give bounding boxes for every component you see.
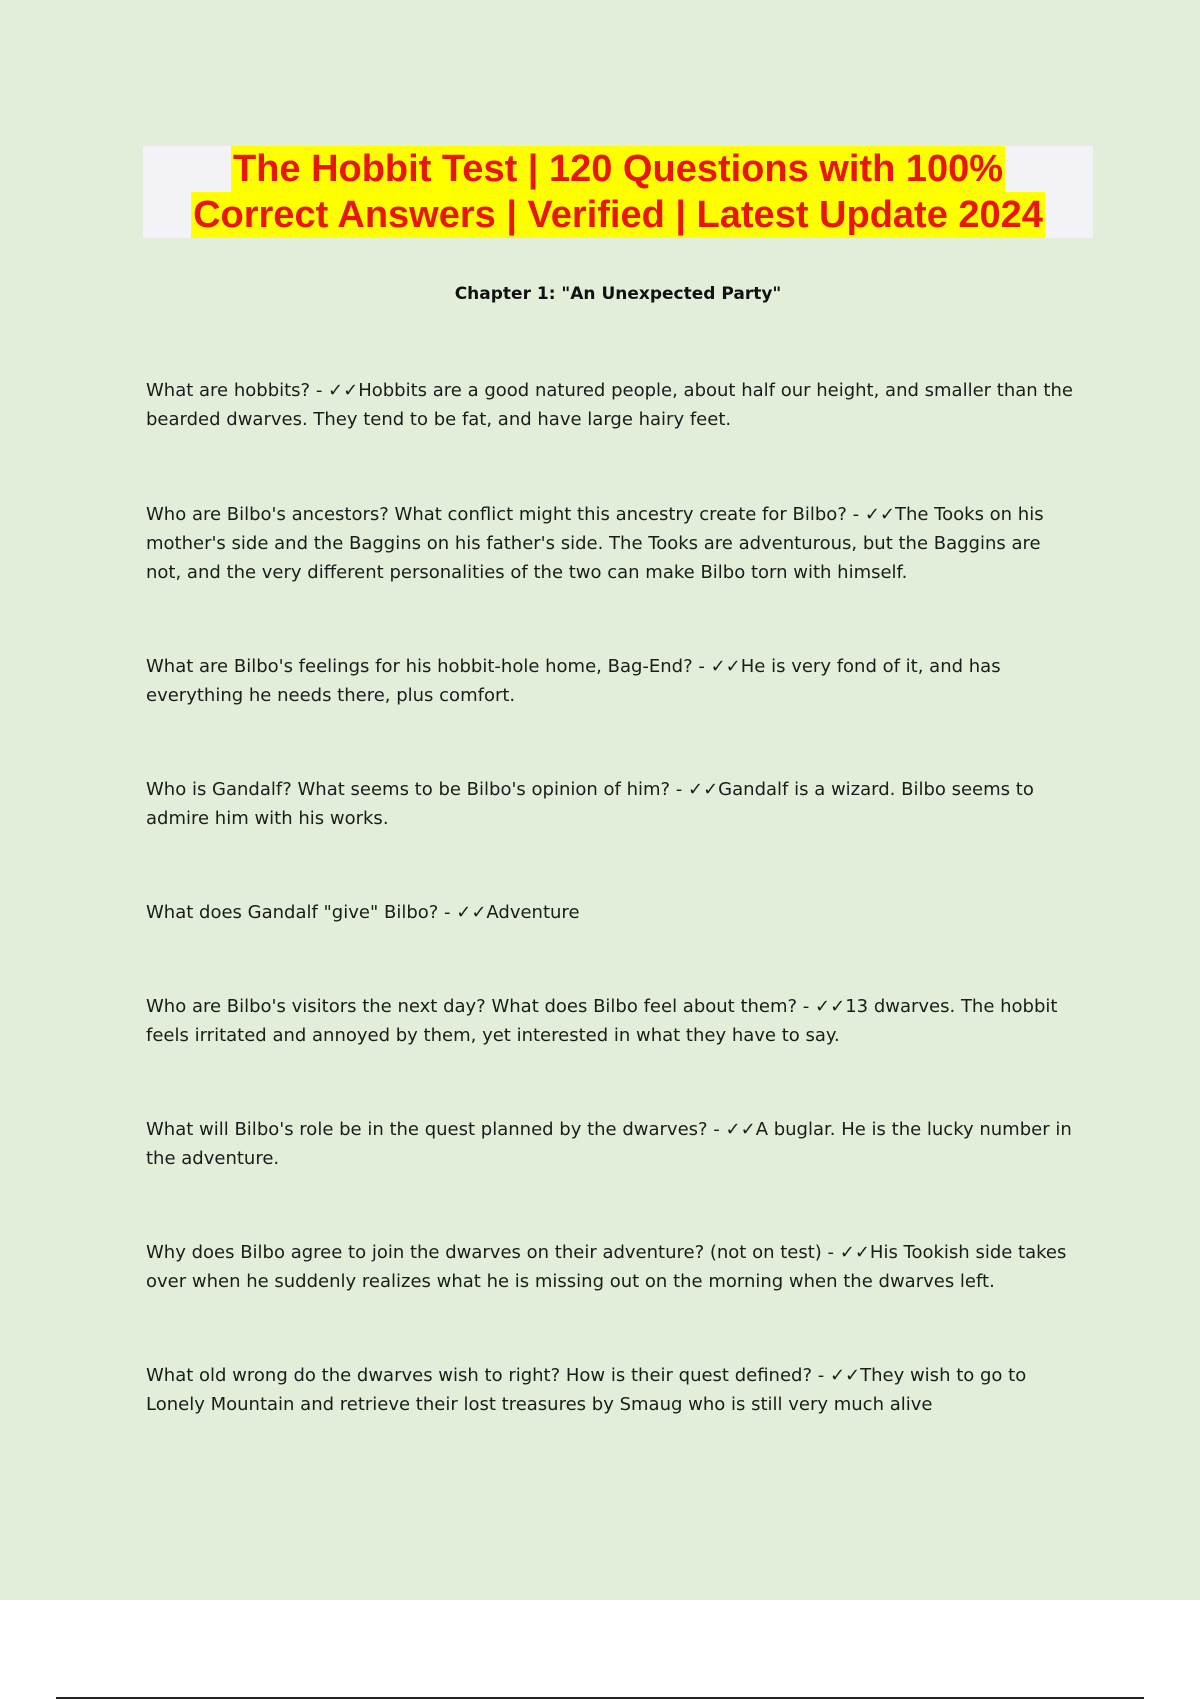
footer-rule <box>56 1697 1144 1699</box>
qa-item: What old wrong do the dwarves wish to right? How is their quest defined? - ✓✓They wish to go to Lonely Mountain and retrieve their lost treasures by Smaug who is still very much alive <box>146 1365 1027 1415</box>
qa-item: Why does Bilbo agree to join the dwarves on their adventure? (not on test) - ✓✓His Tookish side takes over when he suddenly realizes what he is missing out on the morning when the dwarves left. <box>146 1242 1067 1292</box>
qa-item: Who are Bilbo's ancestors? What conflict might this ancestry create for Bilbo? - ✓✓The Tooks on his mother's side and the Baggins on his father's side. The Tooks are adventurous, but the Baggins are not, and the very different personalities of the two can make Bilbo torn with himself. <box>146 504 1044 583</box>
qa-item: What are hobbits? - ✓✓Hobbits are a good natured people, about half our height, and smaller than the bearded dwarves. They tend to be fat, and have large hairy feet. <box>146 380 1073 430</box>
qa-item: What are Bilbo's feelings for his hobbit-hole home, Bag-End? - ✓✓He is very fond of it, and has everything he needs there, plus comfort. <box>146 656 1001 706</box>
qa-item: What does Gandalf "give" Bilbo? - ✓✓Adventure <box>146 902 580 923</box>
title-line-1: The Hobbit Test | 120 Questions with 100% <box>232 148 1004 190</box>
title-line-2: Correct Answers | Verified | Latest Update 2024 <box>193 194 1043 236</box>
qa-item: Who is Gandalf? What seems to be Bilbo's opinion of him? - ✓✓Gandalf is a wizard. Bilbo seems to admire him with his works. <box>146 779 1034 829</box>
document-title <box>143 146 1093 238</box>
qa-item: Who are Bilbo's visitors the next day? What does Bilbo feel about them? - ✓✓13 dwarves. The hobbit feels irritated and annoyed by them, yet interested in what they have to say. <box>146 996 1058 1046</box>
chapter-heading: Chapter 1: "An Unexpected Party" <box>454 284 782 304</box>
qa-item: What will Bilbo's role be in the quest planned by the dwarves? - ✓✓A buglar. He is the lucky number in the adventure. <box>146 1119 1072 1169</box>
